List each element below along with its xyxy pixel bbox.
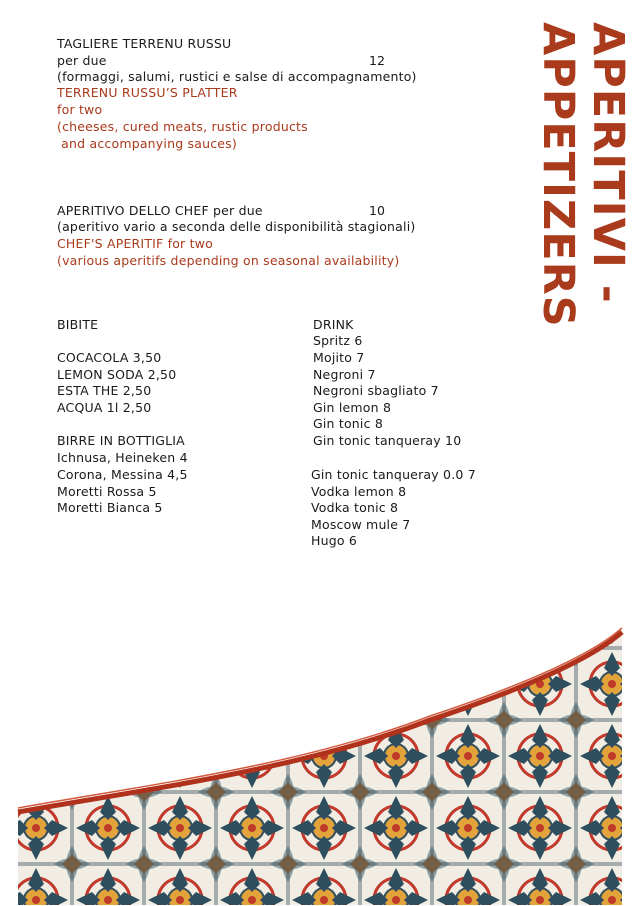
bibite-item: ACQUA 1l 2,50 [57,400,152,415]
birre-item: Moretti Bianca 5 [57,500,163,515]
bibite-item: COCACOLA 3,50 [57,350,162,365]
bibite-item: LEMON SODA 2,50 [57,367,177,382]
platter-desc-it: (formaggi, salumi, rustici e salse di accompagnamento) [57,69,417,84]
drink-item: Moscow mule 7 [311,517,411,532]
drink-item: Negroni 7 [313,367,376,382]
birre-item: Corona, Messina 4,5 [57,467,188,482]
drink-item: Negroni sbagliato 7 [313,383,439,398]
side-title-text: APERITIVI - APPETIZERS [533,22,633,328]
drink-heading: DRINK [313,317,354,332]
bibite-heading: BIBITE [57,317,99,332]
birre-item: Moretti Rossa 5 [57,484,157,499]
chef-title-it: APERITIVO DELLO CHEF per due [57,203,263,218]
drink-item: Hugo 6 [311,533,358,548]
drink-item: Vodka lemon 8 [311,484,407,499]
platter-title-it: TAGLIERE TERRENU RUSSU [57,36,232,51]
drink-item: Gin tonic tanqueray 10 [313,433,462,448]
bibite-item: ESTA THE 2,50 [57,383,152,398]
drink-item: Mojito 7 [313,350,365,365]
platter-title-en: TERRENU RUSSU’S PLATTER [57,85,238,100]
drink-item: Gin lemon 8 [313,400,392,415]
chef-price: 10 [369,203,385,218]
drink-item: Gin tonic 8 [313,416,383,431]
birre-heading: BIRRE IN BOTTIGLIA [57,433,185,448]
platter-price: 12 [369,53,385,68]
platter-desc-en-1: (cheeses, cured meats, rustic products [57,119,308,134]
platter-sub-it: per due [57,53,107,68]
drink-item: Gin tonic tanqueray 0.0 7 [311,467,476,482]
drink-item: Vodka tonic 8 [311,500,399,515]
drink-item: Spritz 6 [313,333,363,348]
platter-sub-en: for two [57,102,103,117]
birre-item: Ichnusa, Heineken 4 [57,450,188,465]
chef-desc-it: (aperitivo vario a seconda delle disponibilità stagionali) [57,219,416,234]
chef-desc-en: (various aperitifs depending on seasonal availability) [57,253,400,268]
platter-desc-en-2: and accompanying sauces) [57,136,237,151]
chef-title-en: CHEF'S APERITIF for two [57,236,213,251]
